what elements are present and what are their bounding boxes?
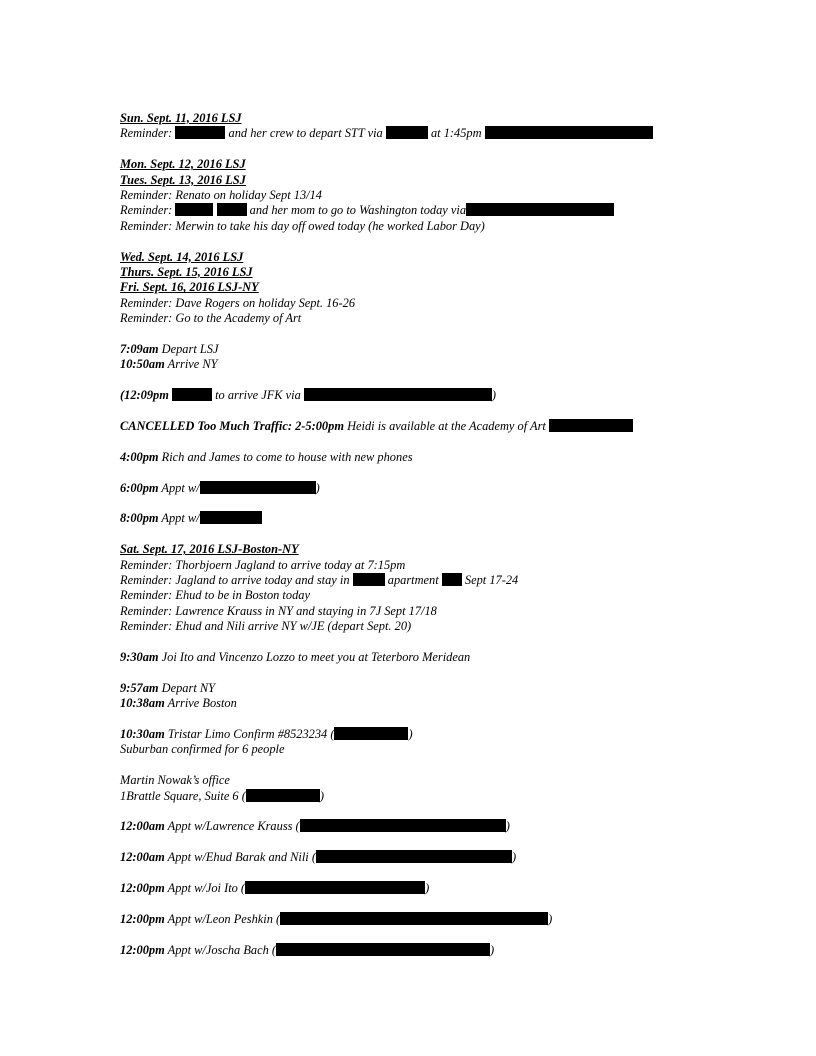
day-header (120, 157, 720, 172)
event-text: Appt w/ (161, 511, 200, 526)
close-paren: ) (490, 942, 495, 957)
redaction-box (172, 388, 212, 401)
redaction-box (485, 126, 653, 139)
event-line (120, 481, 720, 496)
event-note: Suburban confirmed for 6 people (120, 742, 285, 757)
date-heading: Mon. Sept. 12, 2016 LSJ (120, 157, 246, 172)
redaction-box (245, 881, 425, 894)
reminder-text: and her mom to go to Washington today via (249, 203, 467, 218)
event-time: 4:00pm (120, 449, 159, 464)
reminder-text: at 1:45pm (430, 126, 482, 141)
event-time: 8:00pm (120, 511, 159, 526)
redaction-box (200, 481, 316, 494)
redaction-box (466, 203, 614, 216)
event-time: 9:30am (120, 650, 159, 665)
event-text: Heidi is available at the Academy of Art (347, 419, 546, 434)
location-line: Martin Nowak’s office (120, 773, 230, 788)
redaction-box (200, 511, 262, 524)
event-line (120, 450, 720, 465)
event-text: Appt w/Lawrence Krauss ( (167, 819, 300, 834)
appointment-line (120, 819, 720, 834)
event-line (120, 727, 720, 742)
redaction-box (386, 126, 428, 139)
day-header (120, 265, 720, 280)
event-time: 7:09am (120, 342, 159, 357)
reminder-text: and her crew to depart STT via (228, 126, 383, 141)
close-paren: ) (548, 911, 553, 926)
event-text: Appt w/Ehud Barak and Nili ( (167, 850, 316, 865)
event-text: Depart LSJ (161, 342, 219, 357)
event-time: 6:00pm (120, 480, 159, 495)
event-time: 12:00pm (120, 942, 165, 957)
event-time: CANCELLED Too Much Traffic: 2-5:00pm (120, 419, 344, 434)
reminder-line: Reminder: Dave Rogers on holiday Sept. 16-26 (120, 295, 356, 310)
redaction-box (175, 203, 213, 216)
event-time: 10:30am (120, 727, 165, 742)
close-paren: ) (511, 850, 517, 865)
day-header (120, 111, 720, 126)
close-paren: ) (315, 480, 320, 495)
close-paren: ) (408, 727, 413, 742)
redaction-box (280, 912, 548, 925)
event-time: 9:57am (120, 680, 159, 695)
redaction-box (316, 850, 512, 863)
date-heading: Sun. Sept. 11, 2016 LSJ (120, 111, 242, 125)
event-time: 12:00pm (120, 911, 165, 926)
event-time: 12:00am (120, 819, 165, 834)
day-header (120, 250, 720, 265)
event-text: Rich and James to come to house with new phones (161, 449, 413, 464)
reminder-line: Reminder: Merwin to take his day off owed today (he worked Labor Day) (120, 218, 485, 233)
date-heading: Wed. Sept. 14, 2016 LSJ (120, 249, 244, 264)
date-heading: Sat. Sept. 17, 2016 LSJ-Boston-NY (120, 542, 299, 557)
event-line (120, 681, 720, 696)
event-line (120, 511, 720, 526)
address-text: 1Brattle Square, Suite 6 ( (120, 788, 246, 803)
redaction-box (334, 727, 408, 740)
day-header (120, 280, 720, 295)
event-line (120, 419, 720, 434)
event-time: (12:09pm (120, 388, 169, 403)
reminder-line: Reminder: Thorbjoern Jagland to arrive today at 7:15pm (120, 557, 406, 572)
close-paren: ) (425, 881, 430, 896)
event-line (120, 388, 720, 403)
event-time: 10:38am (120, 696, 165, 711)
redaction-box (217, 203, 247, 216)
redaction-box (175, 126, 225, 139)
reminder-text: apartment (387, 573, 439, 588)
reminder-line (120, 126, 720, 141)
event-text: Depart NY (161, 680, 216, 695)
location-line (120, 789, 720, 804)
appointment-line (120, 912, 720, 927)
close-paren: ) (491, 388, 497, 403)
event-text: Joi Ito and Vincenzo Lozzo to meet you at Teterboro Meridean (161, 650, 471, 665)
redaction-box (246, 789, 320, 802)
event-line (120, 357, 720, 372)
close-paren: ) (505, 819, 510, 834)
event-line (120, 342, 720, 357)
reminder-line: Reminder: Ehud to be in Boston today (120, 588, 310, 603)
reminder-line: Reminder: Lawrence Krauss in NY and staying in 7J Sept 17/18 (120, 603, 437, 618)
reminder-text: Sept 17-24 (464, 573, 519, 588)
appointment-line (120, 881, 720, 896)
date-heading: Fri. Sept. 16, 2016 LSJ-NY (120, 280, 259, 295)
close-paren: ) (319, 788, 324, 803)
schedule-document (120, 111, 720, 958)
reminder-text: Reminder: Jagland to arrive today and stay in (120, 573, 350, 588)
event-line (120, 650, 720, 665)
event-text: Appt w/ (161, 480, 200, 495)
day-header (120, 173, 720, 188)
event-text: Arrive NY (167, 357, 218, 372)
redaction-box (304, 388, 492, 401)
event-time: 12:00am (120, 850, 165, 865)
redaction-box (353, 573, 385, 586)
event-text: Appt w/Joscha Bach ( (167, 942, 277, 957)
event-text: Appt w/Leon Peshkin ( (167, 911, 281, 926)
redaction-box (276, 943, 490, 956)
reminder-line (120, 573, 720, 588)
event-line (120, 696, 720, 711)
appointment-line (120, 850, 720, 865)
date-heading: Thurs. Sept. 15, 2016 LSJ (120, 265, 253, 280)
event-text: Arrive Boston (167, 696, 237, 711)
reminder-line: Reminder: Ehud and Nili arrive NY w/JE (depart Sept. 20) (120, 619, 412, 634)
event-text: Appt w/Joi Ito ( (167, 881, 246, 896)
reminder-label: Reminder: (120, 203, 173, 218)
appointment-line (120, 943, 720, 958)
redaction-box (549, 419, 633, 432)
date-heading: Tues. Sept. 13, 2016 LSJ (120, 172, 246, 187)
event-time: 12:00pm (120, 881, 165, 896)
event-text: to arrive JFK via (215, 388, 301, 403)
event-text: Tristar Limo Confirm #8523234 ( (167, 727, 335, 742)
redaction-box (300, 819, 506, 832)
event-time: 10:50am (120, 357, 165, 372)
reminder-line (120, 203, 720, 218)
day-header (120, 542, 720, 557)
redaction-box (442, 573, 462, 586)
reminder-label: Reminder: (120, 126, 173, 141)
reminder-line: Reminder: Go to the Academy of Art (120, 311, 302, 326)
reminder-line: Reminder: Renato on holiday Sept 13/14 (120, 188, 322, 203)
